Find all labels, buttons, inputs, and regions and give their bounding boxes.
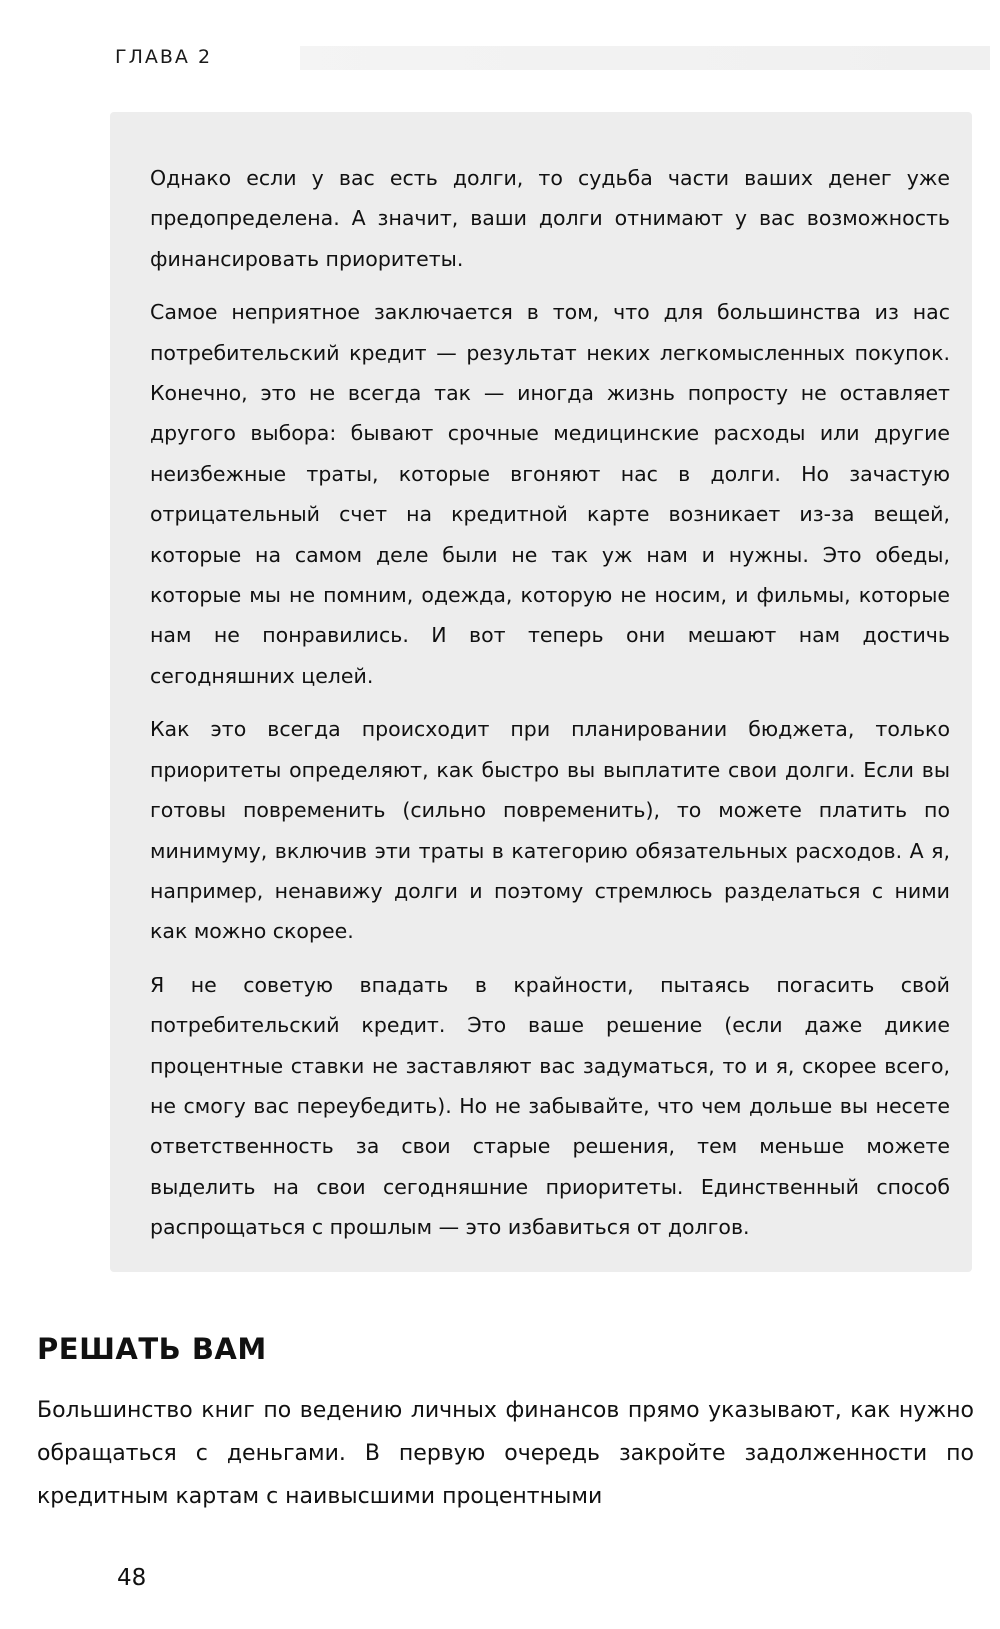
chapter-label: ГЛАВА 2 [115, 46, 213, 68]
sidebar-paragraph-3: Как это всегда происходит при планировании бюджета, только приоритеты определяют, как быстро вы выплатите свои долги. Если вы готовы повременить (сильно повременить), то можете платить по минимуму, включив эти траты в категорию обязательных расходов. А я, например, ненавижу долги и поэтому стремлюсь разделаться с ними как можно скорее. [150, 717, 950, 944]
bleed-through-header [300, 46, 990, 70]
section-paragraph: Большинство книг по ведению личных финансов прямо указывают, как нужно обращаться с деньгами. В первую очередь закройте задолженности по кредитным картам с наивысшими процентными [37, 1398, 974, 1509]
section-body [37, 1389, 974, 1518]
sidebar-text [150, 158, 950, 1248]
section-heading: РЕШАТЬ ВАМ [37, 1332, 267, 1366]
sidebar-paragraph-2: Самое неприятное заключается в том, что для большинства из нас потребительский кредит — результат неких легкомысленных покупок. Конечно, это не всегда так — иногда жизнь попросту не оставляет другого выбора: бывают срочные медицинские расходы или другие неизбежные траты, которые вгоняют нас в долги. Но зачастую отрицательный счет на кредитной карте возникает из-за вещей, которые на самом деле были не так уж нам и нужны. Это обеды, которые мы не помним, одежда, которую не носим, и фильмы, которые нам не понравились. И вот теперь они мешают нам достичь сегодняшних целей. [150, 300, 950, 688]
sidebar-paragraph-4: Я не советую впадать в крайности, пытаясь погасить свой потребительский кредит. Это ваше решение (если даже дикие процентные ставки не заставляют вас задуматься, то и я, скорее всего, не смогу вас переубедить). Но не забывайте, что чем дольше вы несете ответственность за свои старые решения, тем меньше можете выделить на свои сегодняшние приоритеты. Единственный способ распрощаться с прошлым — это избавиться от долгов. [150, 972, 950, 1240]
sidebar-paragraph-1: Однако если у вас есть долги, то судьба части ваших денег уже предопределена. А значит, ваши долги отнимают у вас возможность финансировать приоритеты. [150, 166, 950, 271]
page-number: 48 [117, 1565, 147, 1591]
